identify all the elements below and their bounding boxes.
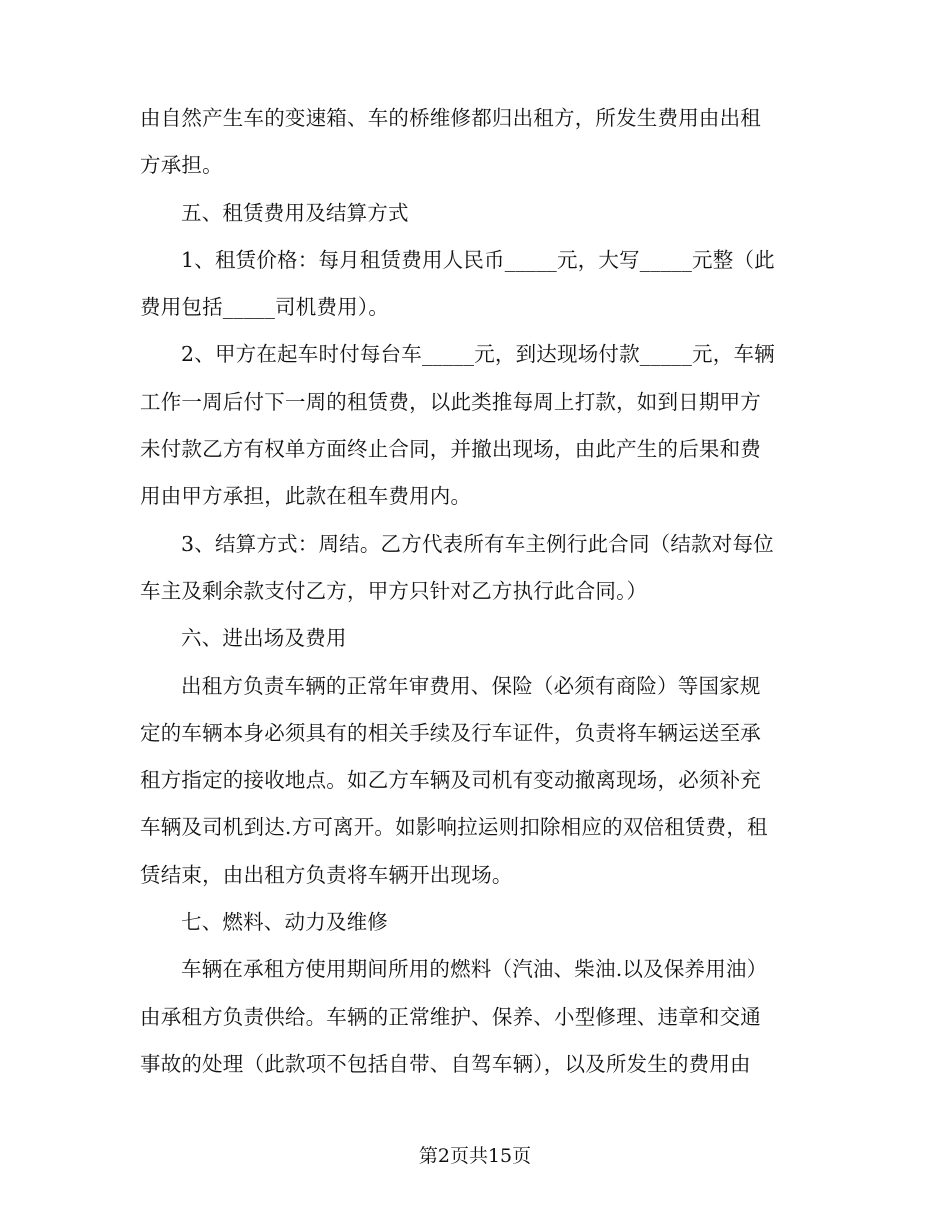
text-line: 由承租方负责供给。车辆的正常维护、保养、小型修理、违章和交通 xyxy=(140,1004,761,1029)
heading-text: 七、燃料、动力及维修 xyxy=(181,910,388,935)
text-line: 事故的处理（此款项不包括自带、自驾车辆），以及所发生的费用由 xyxy=(140,1051,751,1076)
text-line: 未付款乙方有权单方面终止合同，并撤出现场，由此产生的后果和费 xyxy=(140,437,761,462)
heading-text: 六、进出场及费用 xyxy=(181,626,347,651)
text-line: 2、甲方在起车时付每台车_____元，到达现场付款_____元，车辆 xyxy=(181,342,775,367)
clause-rental-price xyxy=(140,237,810,332)
text-line: 出租方负责车辆的正常年审费用、保险（必须有商险）等国家规 xyxy=(181,673,761,698)
clause-entry-exit xyxy=(140,663,810,899)
section-heading-5 xyxy=(140,190,810,237)
section-heading-7 xyxy=(140,899,810,946)
document-body xyxy=(140,95,810,1088)
text-line: 用由甲方承担，此款在租车费用内。 xyxy=(140,484,472,509)
clause-payment-terms xyxy=(140,331,810,520)
text-line: 车辆及司机到达.方可离开。如影响拉运则扣除相应的双倍租赁费，租 xyxy=(140,815,768,840)
text-line: 费用包括_____司机费用）。 xyxy=(140,295,389,320)
heading-text: 五、租赁费用及结算方式 xyxy=(181,200,409,225)
page-number: 第2页共15页 xyxy=(418,1145,532,1167)
text-line: 租方指定的接收地点。如乙方车辆及司机有变动撤离现场，必须补充 xyxy=(140,768,761,793)
section-heading-6 xyxy=(140,615,810,662)
text-line: 车主及剩余款支付乙方，甲方只针对乙方执行此合同。） xyxy=(140,578,648,603)
text-line: 工作一周后付下一周的租赁费，以此类推每周上打款，如到日期甲方 xyxy=(140,389,761,414)
paragraph-continuation xyxy=(140,95,810,190)
clause-settlement-method xyxy=(140,521,810,616)
text-line: 由自然产生车的变速箱、车的桥维修都归出租方，所发生费用由出租 xyxy=(140,106,761,130)
text-line: 赁结束，由出租方负责将车辆开出现场。 xyxy=(140,862,513,887)
text-line: 车辆在承租方使用期间所用的燃料（汽油、柴油.以及保养用油） xyxy=(181,957,768,982)
clause-fuel-maintenance xyxy=(140,946,810,1088)
text-line: 1、租赁价格：每月租赁费用人民币_____元，大写_____元整（此 xyxy=(181,247,775,272)
text-line: 3、结算方式：周结。乙方代表所有车主例行此合同（结款对每位 xyxy=(181,531,774,556)
text-line: 方承担。 xyxy=(140,153,223,178)
text-line: 定的车辆本身必须具有的相关手续及行车证件，负责将车辆运送至承 xyxy=(140,720,761,745)
